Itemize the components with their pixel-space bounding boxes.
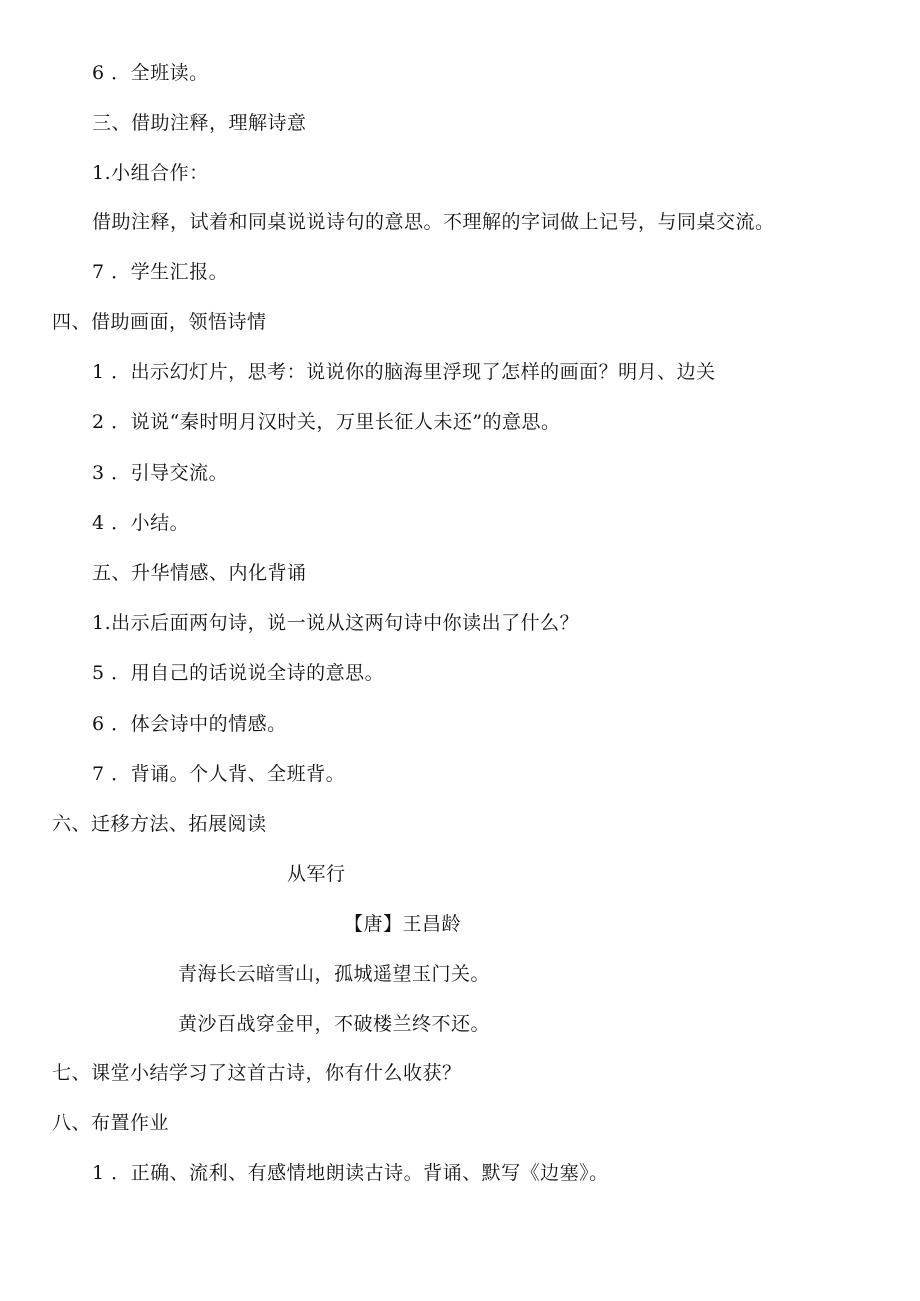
poem-author: 【唐】王昌龄 (344, 913, 462, 935)
section-3-heading: 三、借助注释，理解诗意 (92, 112, 307, 134)
section-6-heading: 六、迁移方法、拓展阅读 (52, 813, 267, 835)
step-3-discussion: 3 ．引导交流。 (92, 462, 229, 484)
poem-line-1: 青海长云暗雪山，孤城遥望玉门关。 (178, 963, 491, 985)
section-4-heading: 四、借助画面，领悟诗情 (52, 311, 267, 333)
section-8-heading: 八、布置作业 (52, 1112, 170, 1134)
group-work-instruction: 借助注释，试着和同桌说说诗句的意思。不理解的字词做上记号，与同桌交流。 (92, 211, 775, 233)
step-1-group-work: 1.小组合作： (92, 162, 209, 184)
step-2-meaning: 2 ．说说“秦时明月汉时关，万里长征人未还”的意思。 (92, 411, 561, 433)
step-1-last-lines: 1.出示后面两句诗，说一说从这两句诗中你读出了什么？ (92, 612, 580, 634)
step-6-feelings: 6 ．体会诗中的情感。 (92, 713, 287, 735)
step-7-recite: 7 ．背诵。个人背、全班背。 (92, 763, 346, 785)
step-5-own-words: 5 ．用自己的话说说全诗的意思。 (92, 662, 385, 684)
step-6-read-all: 6 ．全班读。 (92, 62, 209, 84)
poem-title: 从军行 (287, 863, 346, 885)
homework-item-1: 1 ．正确、流利、有感情地朗读古诗。背诵、默写《边塞》。 (92, 1162, 609, 1184)
poem-line-2: 黄沙百战穿金甲，不破楼兰终不还。 (178, 1013, 491, 1035)
step-7-report: 7 ．学生汇报。 (92, 261, 229, 283)
section-5-heading: 五、升华情感、内化背诵 (92, 562, 307, 584)
step-4-summary: 4 ．小结。 (92, 512, 190, 534)
step-1-slides: 1 ．出示幻灯片，思考：说说你的脑海里浮现了怎样的画面？明月、边关 (92, 361, 716, 383)
section-7-heading: 七、课堂小结学习了这首古诗，你有什么收获？ (52, 1062, 462, 1084)
